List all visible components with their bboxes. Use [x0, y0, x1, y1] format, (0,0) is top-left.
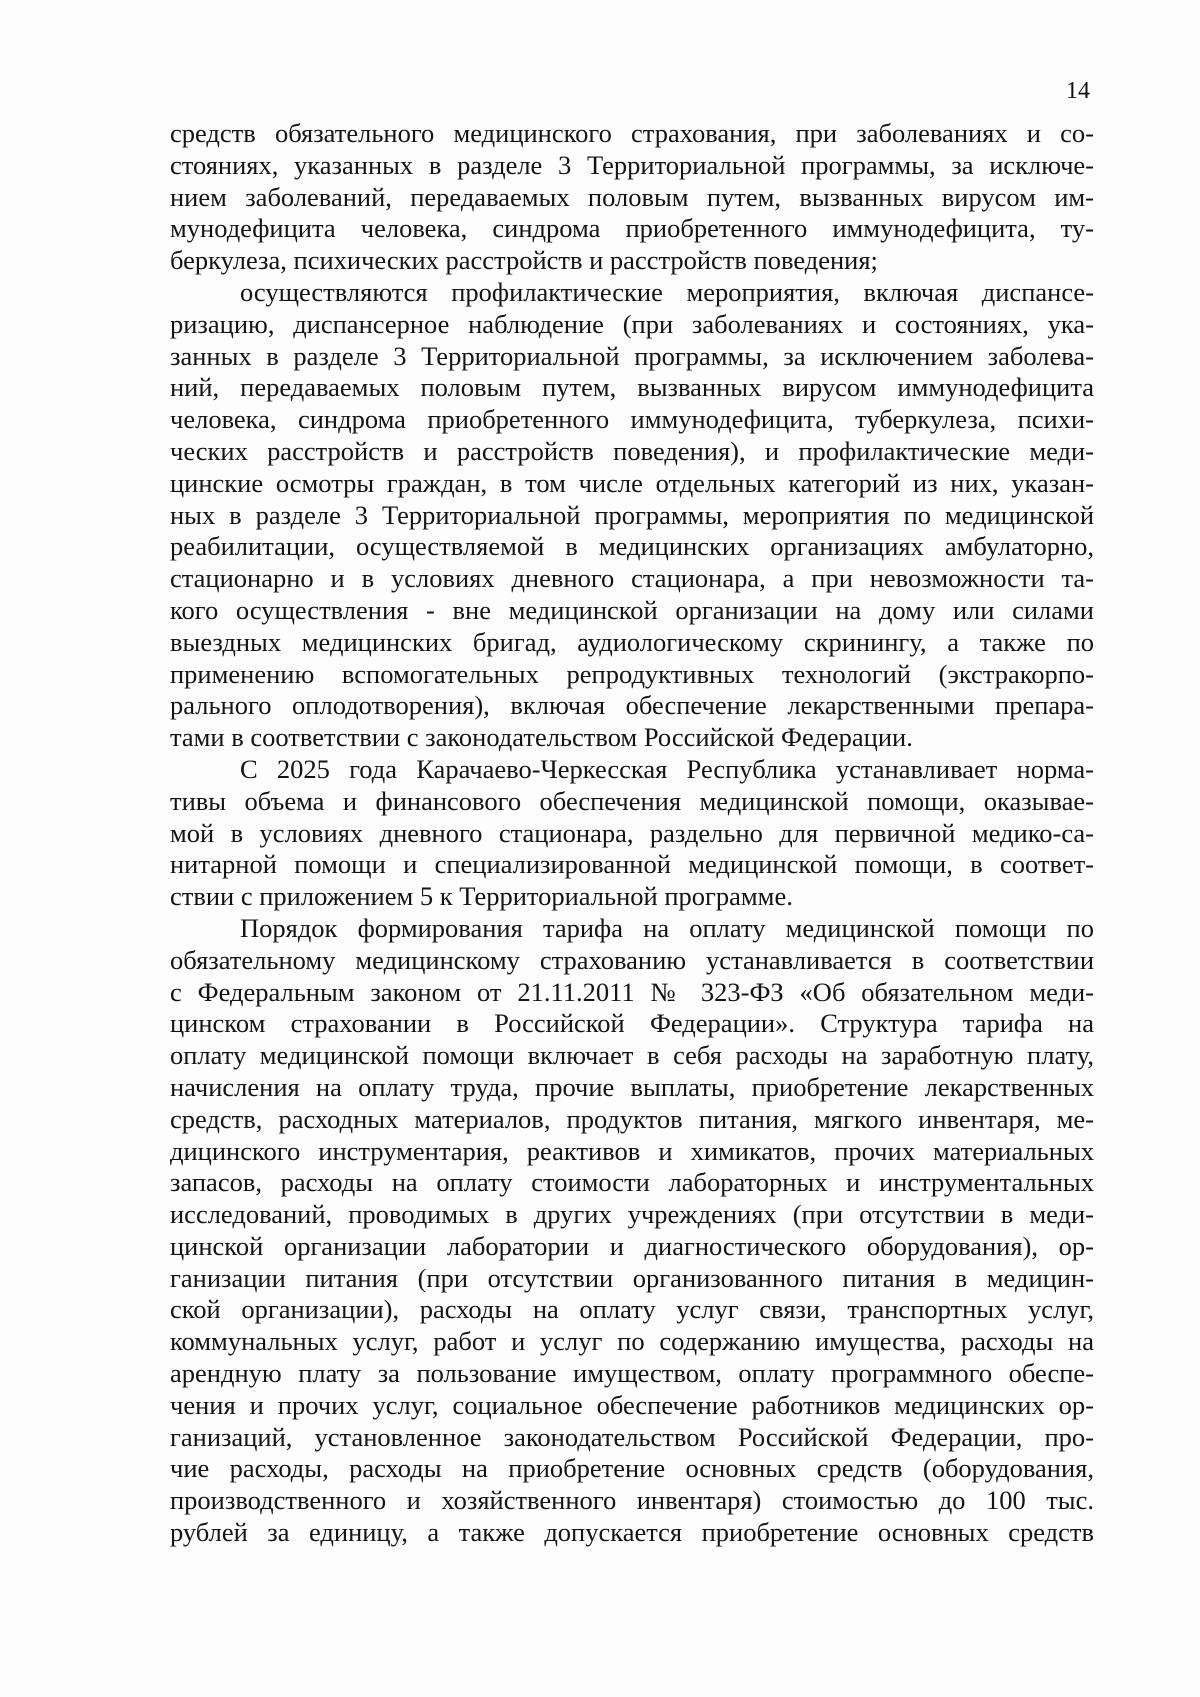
text-line: С 2025 года Карачаево-Черкесская Республика устанавливает норма-: [240, 753, 1094, 784]
text-line: производственного и хозяйственного инвентаря) стоимостью до 100 тыс.: [170, 1485, 1094, 1516]
text-line: тивы объема и финансового обеспечения медицинской помощи, оказывае-: [170, 785, 1094, 816]
document-body: [170, 118, 1094, 1549]
text-line: ческих расстройств и расстройств поведения), и профилактические меди-: [170, 435, 1094, 466]
text-line: запасов, расходы на оплату стоимости лабораторных и инструментальных: [170, 1167, 1094, 1198]
text-line: ганизаций, установленное законодательством Российской Федерации, про-: [170, 1421, 1094, 1452]
text-line: цинской организации лаборатории и диагностического оборудования), ор-: [170, 1230, 1094, 1261]
text-line: рублей за единицу, а также допускается приобретение основных средств: [170, 1517, 1094, 1548]
paragraph: [170, 754, 1094, 913]
text-line: ризацию, диспансерное наблюдение (при заболеваниях и состояниях, ука-: [170, 308, 1094, 339]
text-line: выездных медицинских бригад, аудиологическому скринингу, а также по: [170, 626, 1094, 657]
text-line: средств, расходных материалов, продуктов питания, мягкого инвентаря, ме-: [170, 1103, 1094, 1134]
text-line: с Федеральным законом от 21.11.2011 № 323-ФЗ «Об обязательном меди-: [170, 976, 1094, 1007]
text-line: нием заболеваний, передаваемых половым путем, вызванных вирусом им-: [170, 181, 1094, 212]
text-line: человека, синдрома приобретенного иммунодефицита, туберкулеза, психи-: [170, 404, 1094, 435]
text-line: оплату медицинской помощи включает в себя расходы на заработную плату,: [170, 1040, 1094, 1071]
text-line: ний, передаваемых половым путем, вызванных вирусом иммунодефицита: [170, 372, 1094, 403]
text-line: дицинского инструментария, реактивов и химикатов, прочих материальных: [170, 1135, 1094, 1166]
text-line: ствии с приложением 5 к Территориальной программе.: [170, 881, 793, 912]
text-line: стояниях, указанных в разделе 3 Территориальной программы, за исключе-: [170, 149, 1094, 180]
text-line: средств обязательного медицинского страхования, при заболеваниях и со-: [170, 118, 1094, 148]
paragraph: [170, 118, 1094, 277]
text-line: тами в соответствии с законодательством Российской Федерации.: [170, 722, 913, 753]
text-line: обязательному медицинскому страхованию устанавливается в соответствии: [170, 944, 1094, 975]
text-line: цинском страховании в Российской Федерации». Структура тарифа на: [170, 1008, 1094, 1039]
page-number: 14: [1066, 78, 1090, 104]
text-line: кого осуществления - вне медицинской организации на дому или силами: [170, 594, 1094, 625]
text-line: коммунальных услуг, работ и услуг по содержанию имущества, расходы на: [170, 1326, 1094, 1357]
text-line: занных в разделе 3 Территориальной программы, за исключением заболева-: [170, 340, 1094, 371]
text-line: арендную плату за пользование имуществом, оплату программного обеспе-: [170, 1358, 1094, 1389]
text-line: Порядок формирования тарифа на оплату медицинской помощи по: [240, 912, 1094, 943]
text-line: нитарной помощи и специализированной медицинской помощи, в соответ-: [170, 849, 1094, 880]
text-line: цинские осмотры граждан, в том числе отдельных категорий из них, указан-: [170, 467, 1094, 498]
text-line: чения и прочих услуг, социальное обеспечение работников медицинских ор-: [170, 1389, 1094, 1420]
text-line: начисления на оплату труда, прочие выплаты, приобретение лекарственных: [170, 1071, 1094, 1102]
text-line: беркулеза, психических расстройств и расстройств поведения;: [170, 245, 878, 276]
paragraph: [170, 913, 1094, 1549]
text-line: исследований, проводимых в других учреждениях (при отсутствии в меди-: [170, 1199, 1094, 1230]
paragraph: [170, 277, 1094, 754]
text-line: мой в условиях дневного стационара, раздельно для первичной медико-са-: [170, 817, 1094, 848]
text-line: применению вспомогательных репродуктивных технологий (экстракорпо-: [170, 658, 1094, 689]
text-line: ганизации питания (при отсутствии организованного питания в медицин-: [170, 1262, 1094, 1293]
text-line: ской организации), расходы на оплату услуг связи, транспортных услуг,: [170, 1294, 1094, 1325]
text-line: рального оплодотворения), включая обеспечение лекарственными препара-: [170, 690, 1094, 721]
text-line: чие расходы, расходы на приобретение основных средств (оборудования,: [170, 1453, 1094, 1484]
text-line: ных в разделе 3 Территориальной программы, мероприятия по медицинской: [170, 499, 1094, 530]
text-line: мунодефицита человека, синдрома приобретенного иммунодефицита, ту-: [170, 213, 1094, 244]
text-line: осуществляются профилактические мероприятия, включая диспансе-: [240, 276, 1094, 307]
text-line: стационарно и в условиях дневного стационара, а при невозможности та-: [170, 563, 1094, 594]
text-line: реабилитации, осуществляемой в медицинских организациях амбулаторно,: [170, 531, 1094, 562]
